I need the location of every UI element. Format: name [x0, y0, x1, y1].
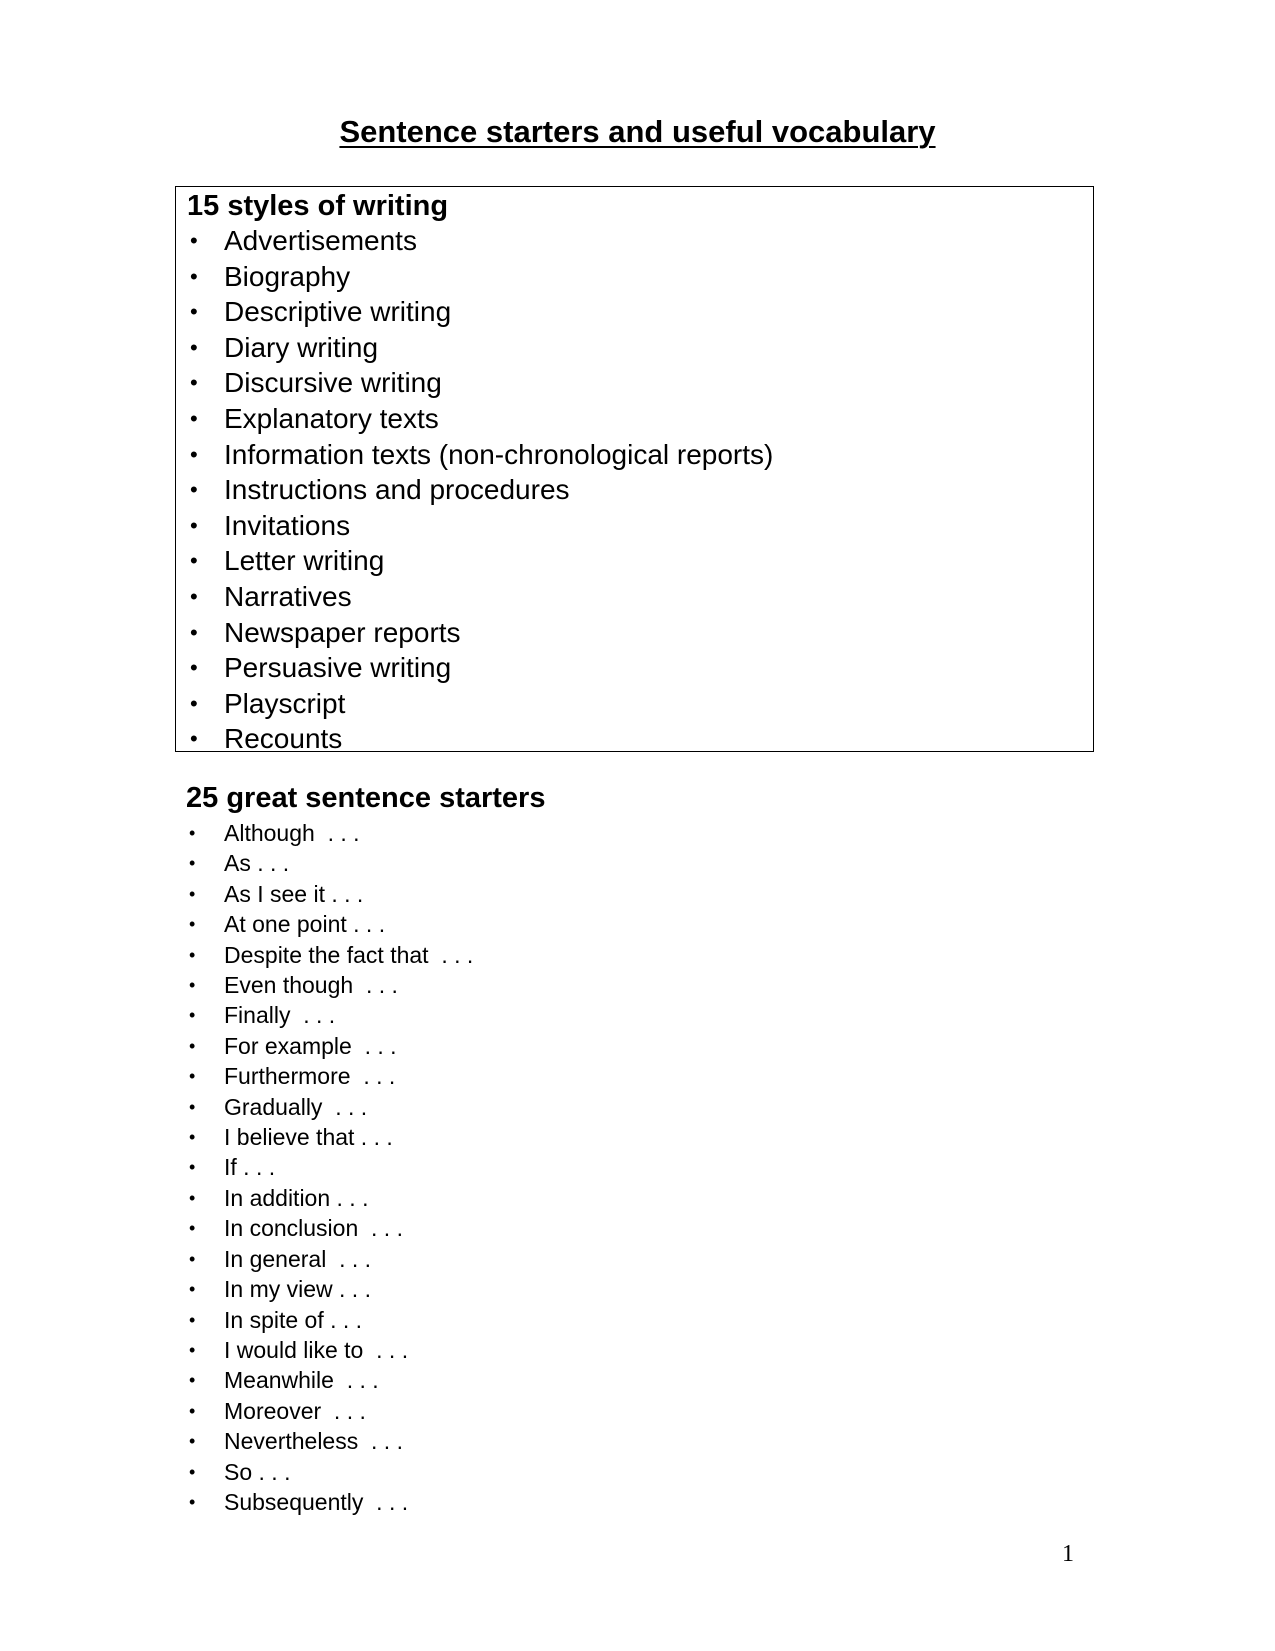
bullet-icon: • [189, 1157, 196, 1178]
list-item-text: Descriptive writing [224, 296, 452, 328]
list-item [187, 223, 1093, 259]
list-item-text: Recounts [224, 723, 343, 755]
list-item [186, 1122, 473, 1152]
bullet-icon: • [190, 228, 198, 253]
bullet-icon: • [190, 477, 198, 503]
list-item-text: In general . . . [224, 1245, 372, 1272]
list-item [186, 1305, 473, 1335]
bullet-icon: • [190, 548, 198, 574]
bullet-icon: • [190, 299, 198, 325]
list-item [186, 909, 473, 939]
list-item-text: So . . . [224, 1458, 291, 1485]
styles-of-writing-box [175, 186, 1094, 755]
list-item-text: If . . . [224, 1154, 276, 1181]
starters-heading: 25 great sentence starters [186, 782, 546, 814]
page-number: 1 [1062, 1541, 1074, 1567]
bullet-icon: • [190, 263, 198, 289]
bullet-icon: • [190, 334, 198, 360]
bullet-icon: • [189, 1279, 196, 1300]
list-item [186, 1183, 473, 1213]
list-item [187, 294, 1093, 330]
bullet-icon: • [189, 1066, 196, 1087]
bullet-icon: • [189, 1127, 196, 1148]
bullet-icon: • [190, 655, 198, 681]
list-item-text: In conclusion . . . [224, 1215, 403, 1242]
bullet-icon: • [189, 1339, 196, 1360]
bullet-icon: • [190, 726, 198, 752]
list-item [186, 879, 473, 909]
bullet-icon: • [189, 1370, 196, 1391]
bullet-icon: • [189, 1218, 196, 1239]
list-item [186, 1213, 473, 1243]
list-item-text: In my view . . . [224, 1276, 371, 1303]
list-item [187, 579, 1093, 615]
list-item [186, 1000, 473, 1030]
list-item [186, 1335, 473, 1365]
list-item [186, 1396, 473, 1426]
list-item-text: Subsequently . . . [224, 1488, 409, 1515]
bullet-icon: • [190, 583, 198, 609]
list-item [187, 650, 1093, 686]
list-item [187, 615, 1093, 651]
bullet-icon: • [189, 1431, 196, 1452]
list-item-text: Gradually . . . [224, 1093, 368, 1120]
bullet-icon: • [189, 1035, 196, 1056]
list-item [186, 940, 473, 970]
list-item [186, 818, 473, 848]
list-item-text: Despite the fact that . . . [224, 941, 474, 968]
bullet-icon: • [190, 405, 198, 431]
list-item [186, 1426, 473, 1456]
list-item-text: In addition . . . [224, 1184, 369, 1211]
bullet-icon: • [189, 883, 196, 904]
bullet-icon: • [189, 1461, 196, 1482]
list-item-text: Invitations [224, 509, 351, 541]
bullet-icon: • [190, 512, 198, 538]
list-item-text: Advertisements [224, 225, 417, 256]
bullet-icon: • [189, 1096, 196, 1117]
bullet-icon: • [189, 1309, 196, 1330]
list-item-text: Instructions and procedures [224, 474, 570, 506]
bullet-icon: • [190, 619, 198, 645]
list-item-text: Even though . . . [224, 972, 398, 999]
list-item [186, 1031, 473, 1061]
list-item-text: Newspaper reports [224, 616, 461, 648]
list-item-text: As . . . [224, 850, 290, 877]
bullet-icon: • [190, 690, 198, 716]
list-item-text: Finally . . . [224, 1002, 336, 1029]
list-item [186, 848, 473, 878]
list-item [186, 1244, 473, 1274]
list-item-text: Meanwhile . . . [224, 1367, 379, 1394]
list-item-text: Diary writing [224, 331, 379, 363]
bullet-icon: • [189, 1400, 196, 1421]
list-item-text: In spite of . . . [224, 1306, 363, 1333]
list-item-text: Explanatory texts [224, 402, 439, 434]
page-title: Sentence starters and useful vocabulary [339, 114, 936, 149]
bullet-icon: • [189, 975, 196, 996]
list-item-text: At one point . . . [224, 911, 386, 938]
list-item [187, 686, 1093, 722]
list-item [186, 1457, 473, 1487]
starters-list [186, 818, 473, 1517]
list-item [187, 721, 1093, 757]
list-item-text: Although . . . [224, 820, 360, 846]
bullet-icon: • [189, 914, 196, 935]
list-item [186, 1274, 473, 1304]
list-item [186, 1061, 473, 1091]
list-item-text: Furthermore . . . [224, 1063, 396, 1090]
list-item-text: Letter writing [224, 545, 385, 577]
list-item [187, 437, 1093, 473]
list-item [186, 1092, 473, 1122]
list-item-text: As I see it . . . [224, 880, 364, 907]
list-item [187, 365, 1093, 401]
list-item-text: For example . . . [224, 1032, 397, 1059]
list-item [186, 1152, 473, 1182]
list-item [187, 259, 1093, 295]
bullet-icon: • [189, 1248, 196, 1269]
list-item-text: Persuasive writing [224, 652, 452, 684]
bullet-icon: • [189, 823, 196, 843]
bullet-icon: • [189, 944, 196, 965]
list-item-text: Discursive writing [224, 367, 442, 399]
bullet-icon: • [189, 853, 196, 874]
list-item [187, 543, 1093, 579]
list-item-text: Moreover . . . [224, 1397, 366, 1424]
list-item [187, 472, 1093, 508]
list-item-text: Narratives [224, 580, 352, 612]
list-item-text: I would like to . . . [224, 1336, 409, 1363]
bullet-icon: • [189, 1187, 196, 1208]
bullet-icon: • [190, 441, 198, 467]
list-item [186, 1487, 473, 1517]
bullet-icon: • [189, 1491, 196, 1512]
list-item-text: Information texts (non-chronological reports) [224, 438, 774, 470]
list-item-text: I believe that . . . [224, 1124, 393, 1151]
list-item [187, 508, 1093, 544]
list-item [186, 1365, 473, 1395]
list-item [187, 330, 1093, 366]
bullet-icon: • [189, 1005, 196, 1026]
list-item-text: Nevertheless . . . [224, 1428, 403, 1455]
styles-list [187, 223, 1093, 757]
list-item-text: Biography [224, 260, 351, 292]
styles-heading: 15 styles of writing [187, 190, 449, 222]
bullet-icon: • [190, 370, 198, 396]
list-item-text: Playscript [224, 687, 346, 719]
list-item [187, 401, 1093, 437]
list-item [186, 970, 473, 1000]
